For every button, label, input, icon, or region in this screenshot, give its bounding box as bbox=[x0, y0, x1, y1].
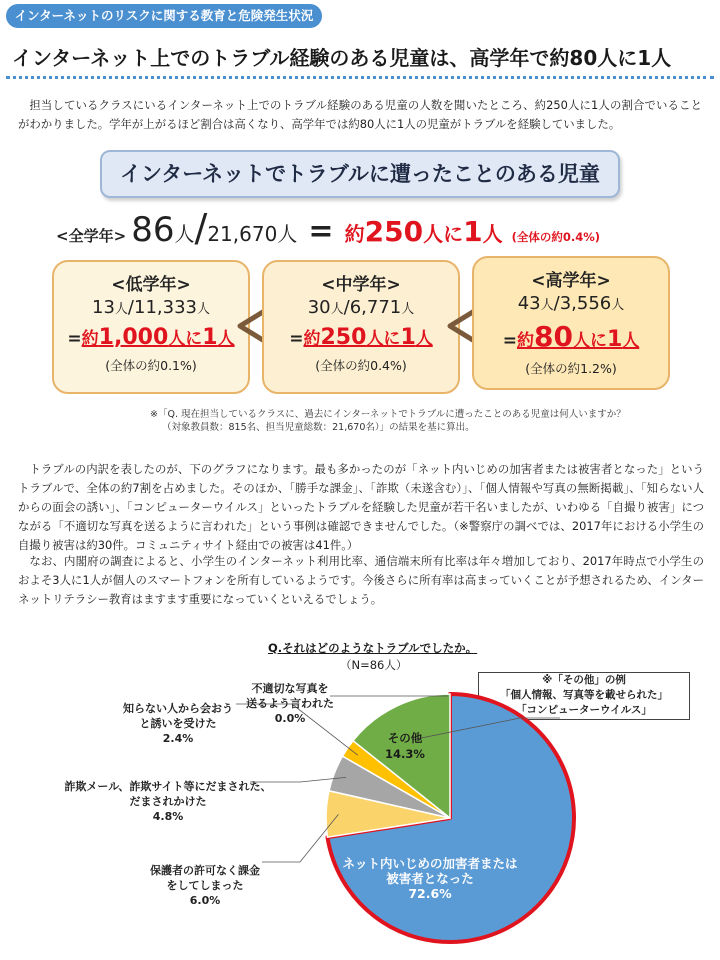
card-ratio-mid: 人に bbox=[168, 329, 203, 349]
section-tag: インターネットのリスクに関する教育と危険発生状況 bbox=[6, 4, 322, 28]
card-unit: 人 bbox=[540, 298, 554, 313]
card-fraction: 43人/3,556人 bbox=[517, 293, 625, 314]
slice-label-bullying: ネット内いじめの加害者または被害者となった 72.6% bbox=[342, 856, 518, 901]
card-fraction: 13人/11,333人 bbox=[92, 297, 210, 318]
card-title: <高学年> bbox=[531, 271, 611, 291]
card-middle-grades bbox=[262, 260, 460, 394]
card-percent: (全体の約0.1%) bbox=[105, 358, 197, 373]
overall-percent: (全体の約0.4%) bbox=[511, 230, 601, 244]
card-ratio-suffix: 人 bbox=[217, 329, 235, 349]
card-total: 6,771 bbox=[349, 297, 402, 318]
card-ratio bbox=[474, 320, 668, 353]
card-equals: = bbox=[67, 329, 82, 349]
page-title: インターネット上でのトラブル経験のある児童は、高学年で約80人に1人 bbox=[12, 46, 672, 70]
card-count: 43 bbox=[517, 293, 541, 314]
card-ratio-one: 1 bbox=[202, 325, 218, 350]
card-unit: 人 bbox=[330, 302, 344, 317]
card-ratio bbox=[54, 324, 248, 350]
other-note-line: 「コンピューターウイルス」 bbox=[516, 704, 652, 716]
card-ratio-mid: 人に bbox=[572, 331, 607, 351]
card-ratio-suffix: 人 bbox=[622, 331, 640, 351]
card-title: <中学年> bbox=[321, 275, 401, 295]
card-title: <低学年> bbox=[111, 275, 191, 295]
card-total-unit: 人 bbox=[401, 302, 415, 317]
footnote-line: （対象教員数：815名、担当児童総数：21,670名）」の結果を基に算出。 bbox=[162, 422, 475, 433]
overall-ratio-row bbox=[56, 206, 716, 254]
card-ratio-prefix: 約 bbox=[81, 329, 99, 349]
pie-chart bbox=[0, 680, 720, 960]
card-ratio-num: 80 bbox=[533, 320, 573, 353]
card-total-unit: 人 bbox=[196, 302, 210, 317]
card-total: 11,333 bbox=[134, 297, 197, 318]
card-count: 30 bbox=[307, 297, 331, 318]
overall-equals: = bbox=[308, 214, 334, 249]
overall-total-unit: 人 bbox=[277, 222, 298, 246]
overall-ratio-prefix: 約 bbox=[344, 222, 365, 246]
slice-label-billing: 保護者の許可なく課金をしてしまった 6.0% bbox=[150, 864, 260, 907]
slice-label-other: その他 14.3% bbox=[385, 731, 425, 761]
card-ratio-mid: 人に bbox=[366, 329, 401, 349]
card-ratio-one: 1 bbox=[606, 327, 623, 352]
overall-label: <全学年> bbox=[56, 227, 127, 245]
smartphone-paragraph: なお、内閣府の調査によると、小学生のインターネット利用比率、通信端末所有比率は年々増加しており、2017年時点で小学生のおよそ3人に1人が個人のスマートフォンを所有しているようです。今後さらに所有率は高まっていくことが予想されるため、インターネットリテラシー教育はますます重要になっていくといえるでしょう。 bbox=[18, 554, 704, 606]
slice-label-stranger: 知らない人から会おうと誘いを受けた 2.4% bbox=[123, 702, 233, 745]
chart-question: Q.それはどのようなトラブルでしたか。 bbox=[268, 641, 478, 655]
card-fraction: 30人/6,771人 bbox=[307, 297, 415, 318]
overall-ratio-one: 1 bbox=[463, 215, 483, 248]
card-ratio-prefix: 約 bbox=[303, 329, 321, 349]
overall-ratio-suffix: 人 bbox=[482, 222, 503, 246]
overall-ratio bbox=[345, 215, 503, 248]
card-ratio-one: 1 bbox=[400, 325, 416, 350]
card-equals: = bbox=[289, 329, 304, 349]
survey-footnote bbox=[150, 408, 670, 434]
card-ratio bbox=[264, 324, 458, 350]
card-lower-grades bbox=[52, 260, 250, 394]
card-upper-grades bbox=[472, 256, 670, 390]
card-total-unit: 人 bbox=[611, 298, 625, 313]
footnote-line: ※「Q. 現在担当しているクラスに、過去にインターネットでトラブルに遭ったことのある児童は何人いますか？ bbox=[150, 409, 626, 420]
overall-unit: 人 bbox=[174, 222, 195, 246]
other-note-line: ※「その他」の例 bbox=[542, 674, 626, 686]
overall-ratio-mid: 人に bbox=[423, 222, 464, 246]
overall-total: 21,670 bbox=[207, 222, 278, 246]
card-unit: 人 bbox=[114, 302, 128, 317]
breakdown-paragraph: トラブルの内訳を表したのが、下のグラフになります。最も多かったのが「ネット内いじめの加害者または被害者となった」というトラブルで、全体の約7割を占めました。そのほか、「勝手な課金」、「詐欺（未遂含む）」、「個人情報や写真の無断掲載」、「知らない人からの面会の誘い」、「コンピューターウイルス」といったトラブルを経験した児童が若干名いましたが、いわゆる「自撮り被害」につながる「不適切な写真を送るように言われた」という事例は確認できませんでした。（※警察庁の調べでは、2017年における小学生の自撮り被害は約30件。コミュニティサイト経由での被害は41件。） bbox=[18, 462, 704, 552]
headline-box: インターネットでトラブルに遭ったことのある児童 bbox=[100, 150, 620, 198]
intro-paragraph: 担当しているクラスにいるインターネット上でのトラブル経験のある児童の人数を聞いたところ、約250人に1人の割合でいることがわかりました。学年が上がるほど割合は高くなり、高学年では約80人に1人の児童がトラブルを経験していました。 bbox=[18, 98, 702, 131]
card-percent: (全体の約1.2%) bbox=[525, 361, 617, 376]
other-note-line: 「個人情報、写真等を載せられた」 bbox=[500, 689, 668, 701]
card-equals: = bbox=[502, 331, 517, 351]
card-count: 13 bbox=[92, 297, 115, 318]
overall-slash: / bbox=[194, 206, 208, 250]
card-ratio-suffix: 人 bbox=[415, 329, 433, 349]
card-ratio-num: 1,000 bbox=[98, 325, 169, 350]
chart-sample-size: （N=86人） bbox=[340, 658, 408, 672]
card-total: 3,556 bbox=[559, 293, 612, 314]
overall-ratio-num: 250 bbox=[364, 215, 424, 248]
card-ratio-prefix: 約 bbox=[516, 331, 534, 351]
overall-count: 86 bbox=[131, 210, 175, 250]
slice-label-photo: 不適切な写真を送るよう言われた 0.0% bbox=[246, 682, 334, 725]
title-divider bbox=[6, 76, 714, 79]
card-ratio-num: 250 bbox=[320, 325, 367, 350]
card-percent: (全体の約0.4%) bbox=[315, 358, 407, 373]
slice-label-fraud: 詐欺メール、詐欺サイト等にだまされた、だまされかけた 4.8% bbox=[64, 780, 272, 823]
